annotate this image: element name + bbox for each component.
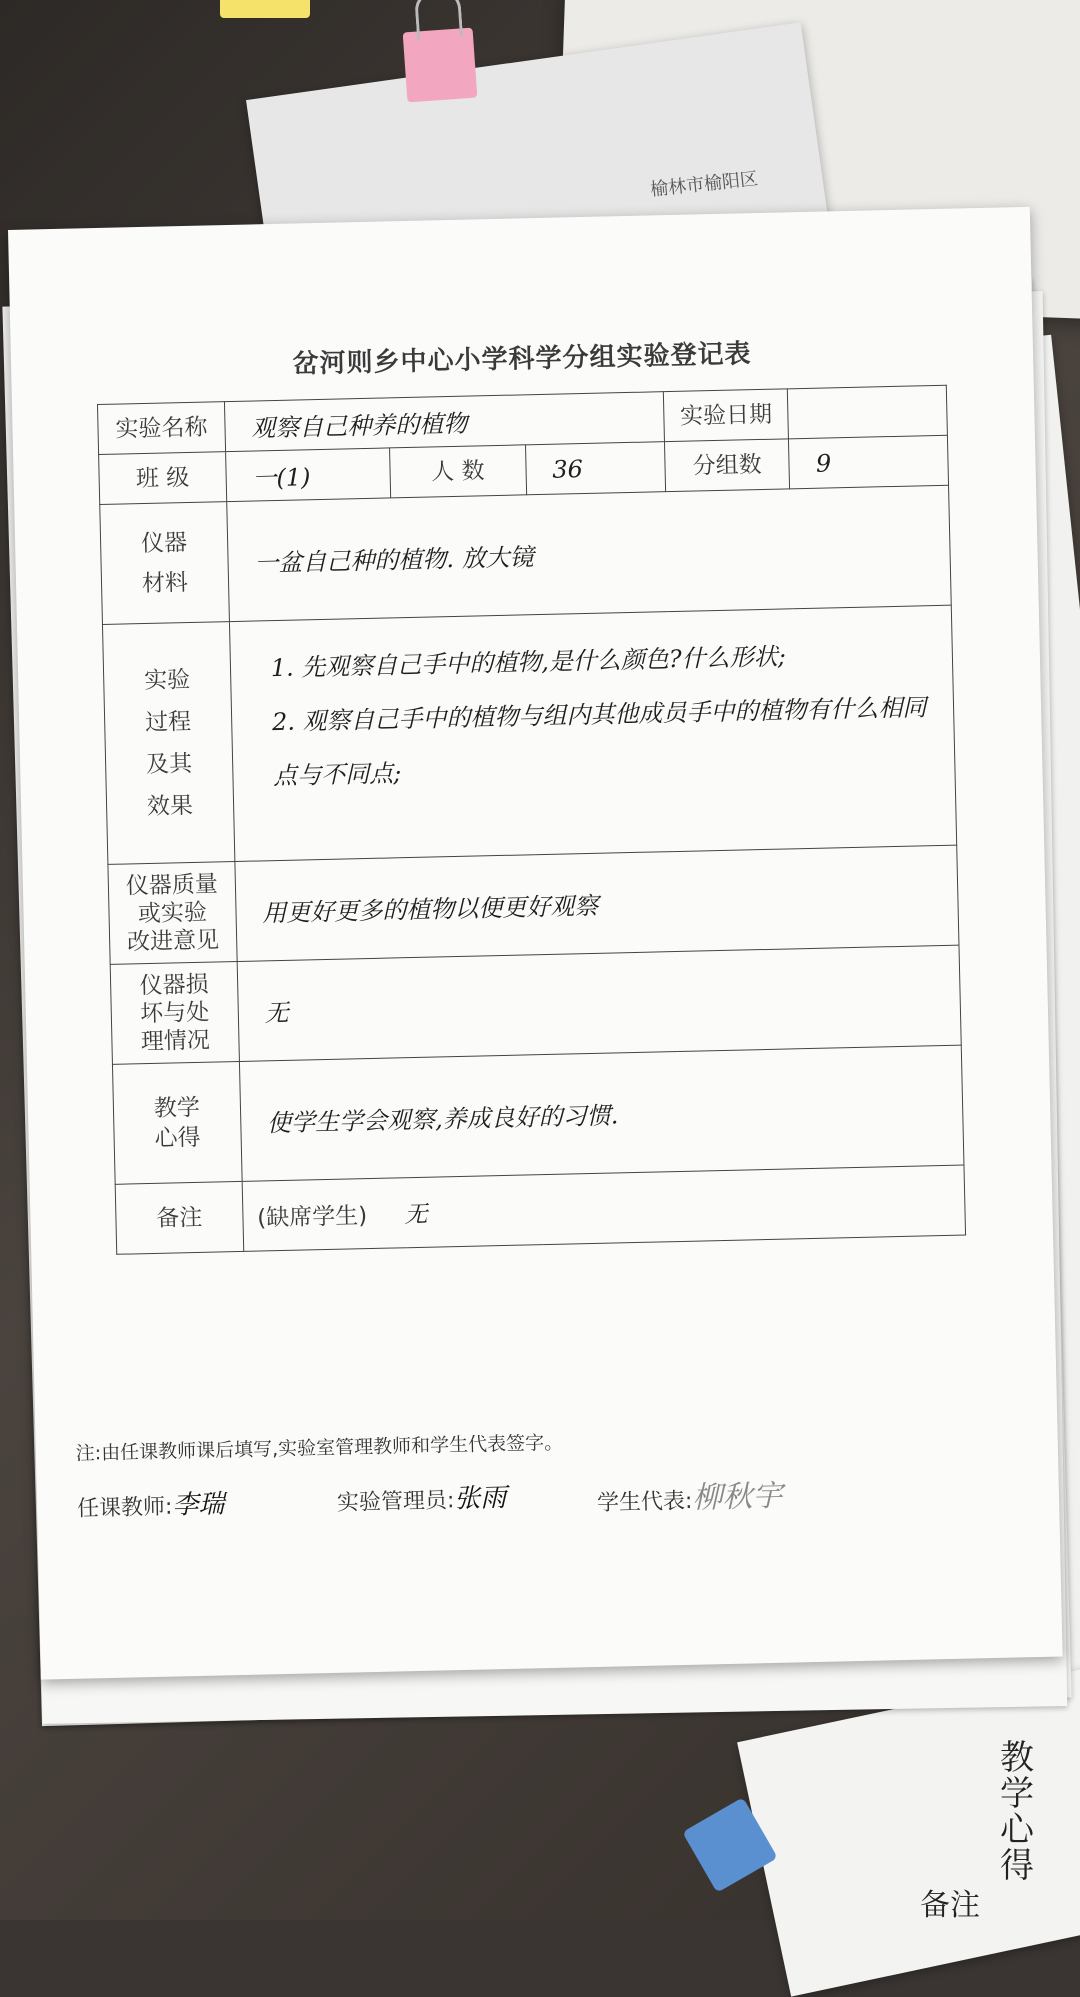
class-value: 一(1): [225, 448, 390, 502]
student-signature: [596, 1471, 782, 1519]
class-label: 班 级: [99, 452, 227, 505]
experiment-date-label: 实验日期: [663, 389, 789, 442]
count-value: 36: [525, 442, 665, 495]
experiment-form-table: [97, 385, 966, 1255]
materials-value: 一盆自己种的植物. 放大镜: [226, 485, 951, 621]
insight-value: 使学生学会观察,养成良好的习惯.: [239, 1045, 964, 1181]
damage-label: 仪器损 坏与处 理情况: [110, 961, 239, 1064]
student-label: 学生代表:: [596, 1488, 693, 1516]
teacher-name: 李瑞: [172, 1489, 225, 1521]
improvement-value: 用更好更多的植物以便更好观察: [235, 845, 959, 961]
background-sheet-label-2: 备注: [920, 1888, 980, 1923]
student-name: 柳秋宇: [691, 1478, 783, 1516]
registration-form-page: [8, 207, 1063, 1680]
groups-value: 9: [789, 435, 949, 489]
damage-value: 无: [237, 945, 961, 1061]
remark-value: 无: [404, 1201, 428, 1229]
form-title: 岔河则乡中心小学科学分组实验登记表: [292, 339, 752, 380]
teacher-label: 任课教师:: [76, 1494, 173, 1522]
form-note: 注:由任课教师课后填写,实验室管理教师和学生代表签字。: [75, 1431, 564, 1465]
experiment-date-value: [788, 385, 948, 439]
materials-label: 仪器 材料: [100, 502, 229, 625]
insight-label: 教学 心得: [112, 1061, 241, 1184]
admin-name: 张雨: [453, 1483, 507, 1515]
count-label: 人 数: [389, 445, 526, 498]
remark-label: 备注: [115, 1181, 243, 1254]
remark-prefix: (缺席学生): [256, 1203, 368, 1232]
remark-cell: [242, 1165, 966, 1251]
background-sheet-label: 教学 心得: [1000, 1738, 1034, 1886]
admin-label: 实验管理员:: [336, 1488, 455, 1516]
background-sheet-top-text: 榆林市榆阳区: [649, 168, 759, 201]
process-value: 1. 先观察自己手中的植物,是什么颜色?什么形状; 2. 观察自己手中的植物与组内其他成员手中的植物有什么相同点与不同点;: [229, 605, 956, 861]
yellow-binder-clip: [220, 0, 310, 18]
experiment-name-label: 实验名称: [97, 402, 225, 455]
improvement-label: 仪器质量 或实验 改进意见: [108, 862, 237, 965]
groups-label: 分组数: [664, 439, 790, 492]
process-label: 实验 过程 及其 效果: [102, 622, 234, 865]
teacher-signature: [77, 1483, 225, 1523]
pink-binder-clip: [403, 28, 478, 103]
admin-signature: [336, 1477, 506, 1518]
experiment-name-value: 观察自己种养的植物: [224, 392, 664, 452]
